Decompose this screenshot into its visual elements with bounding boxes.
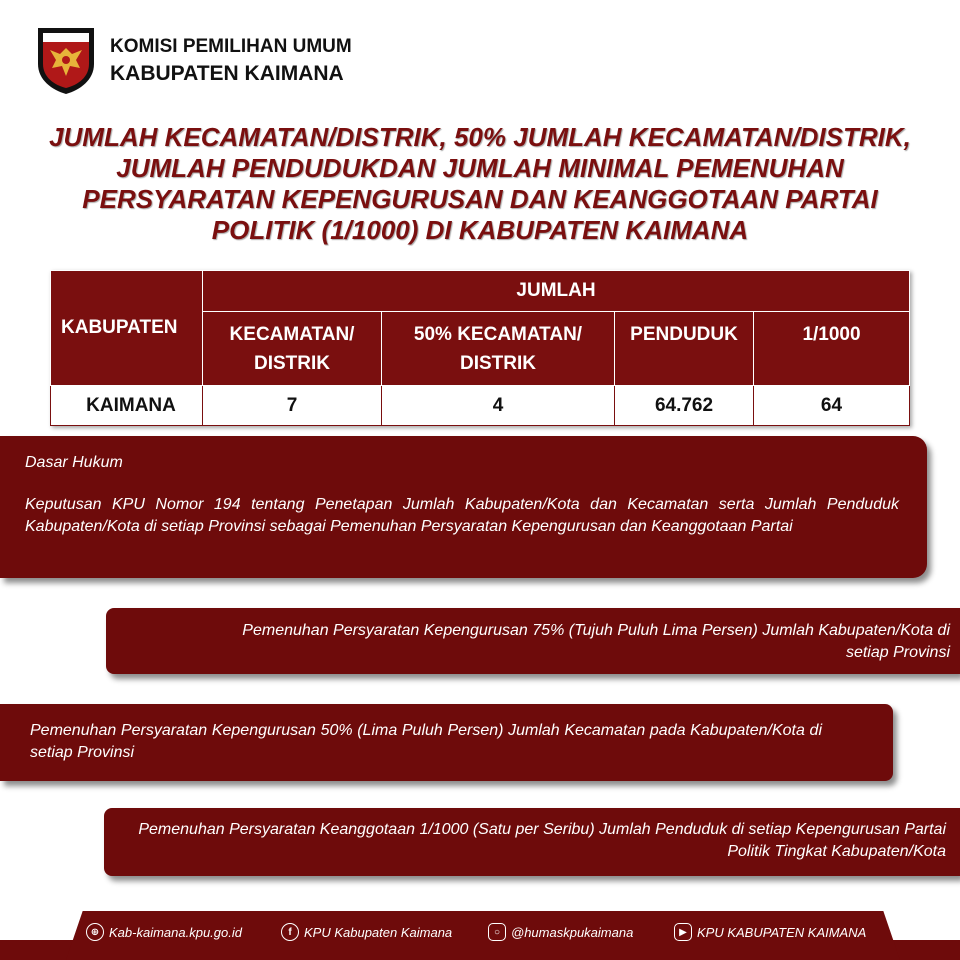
- footer-youtube-link[interactable]: [674, 923, 866, 941]
- facebook-icon: f: [281, 923, 299, 941]
- table-row: [51, 386, 910, 426]
- footer-website-link[interactable]: [86, 923, 242, 941]
- kepengurusan-75-text: Pemenuhan Persyaratan Kepengurusan 75% (Tujuh Puluh Lima Persen) Jumlah Kabupaten/Kota di setiap Provinsi: [242, 622, 950, 661]
- globe-icon: ⊕: [86, 923, 104, 941]
- org-name-line2: KABUPATEN KAIMANA: [110, 62, 344, 85]
- keanggotaan-panel: [104, 808, 960, 876]
- header-jumlah: JUMLAH: [203, 271, 910, 312]
- footer-facebook-text: KPU Kabupaten Kaimana: [304, 924, 453, 940]
- kepengurusan-50-panel: [0, 704, 893, 781]
- header: [34, 24, 352, 96]
- dasar-hukum-label: Dasar Hukum: [25, 454, 123, 471]
- dasar-hukum-text: Keputusan KPU Nomor 194 tentang Penetapan Jumlah Kabupaten/Kota dan Kecamatan serta Jumlah Penduduk Kabupaten/Kota di setiap Provinsi sebagai Pemenuhan Persyaratan Kepengurusan dan Keanggotaan Partai: [25, 496, 899, 535]
- header-kabupaten: KABUPATEN: [51, 271, 203, 386]
- footer-instagram-text: @humaskpukaimana: [511, 924, 634, 940]
- header-50-kecamatan: 50% KECAMATAN/ DISTRIK: [382, 312, 615, 386]
- data-table: [50, 270, 910, 426]
- header-penduduk: PENDUDUK: [615, 312, 754, 386]
- instagram-icon: ○: [488, 923, 506, 941]
- footer-facebook-link[interactable]: [281, 923, 452, 941]
- keanggotaan-text: Pemenuhan Persyaratan Keanggotaan 1/1000 (Satu per Seribu) Jumlah Penduduk di setiap Kepengurusan Partai Politik Tingkat Kabupaten/Kota: [138, 821, 946, 860]
- kepengurusan-50-text: Pemenuhan Persyaratan Kepengurusan 50% (Lima Puluh Persen) Jumlah Kecamatan pada Kabupaten/Kota di setiap Provinsi: [30, 722, 822, 761]
- cell-50-kecamatan: 4: [382, 386, 615, 426]
- cell-1-per-1000: 64: [754, 386, 910, 426]
- footer-instagram-link[interactable]: [488, 923, 633, 941]
- kpu-logo-icon: [34, 24, 98, 96]
- footer-youtube-text: KPU KABUPATEN KAIMANA: [697, 924, 867, 940]
- kepengurusan-75-panel: [106, 608, 960, 674]
- org-name-line1: KOMISI PEMILIHAN UMUM: [110, 36, 352, 57]
- page-title: JUMLAH KECAMATAN/DISTRIK, 50% JUMLAH KECAMATAN/DISTRIK, JUMLAH PENDUDUKDAN JUMLAH MINIMAL PEMENUHAN PERSYARATAN KEPENGURUSAN DAN KEANGGOTAAN PARTAI POLITIK (1/1000) DI KABUPATEN KAIMANA: [49, 122, 911, 245]
- header-1-per-1000: 1/1000: [754, 312, 910, 386]
- youtube-icon: ▶: [674, 923, 692, 941]
- header-kecamatan: KECAMATAN/ DISTRIK: [203, 312, 382, 386]
- footer-website-text: Kab-kaimana.kpu.go.id: [109, 924, 242, 940]
- cell-kabupaten: KAIMANA: [51, 386, 203, 426]
- dasar-hukum-panel: [0, 436, 927, 578]
- cell-kecamatan: 7: [203, 386, 382, 426]
- cell-penduduk: 64.762: [615, 386, 754, 426]
